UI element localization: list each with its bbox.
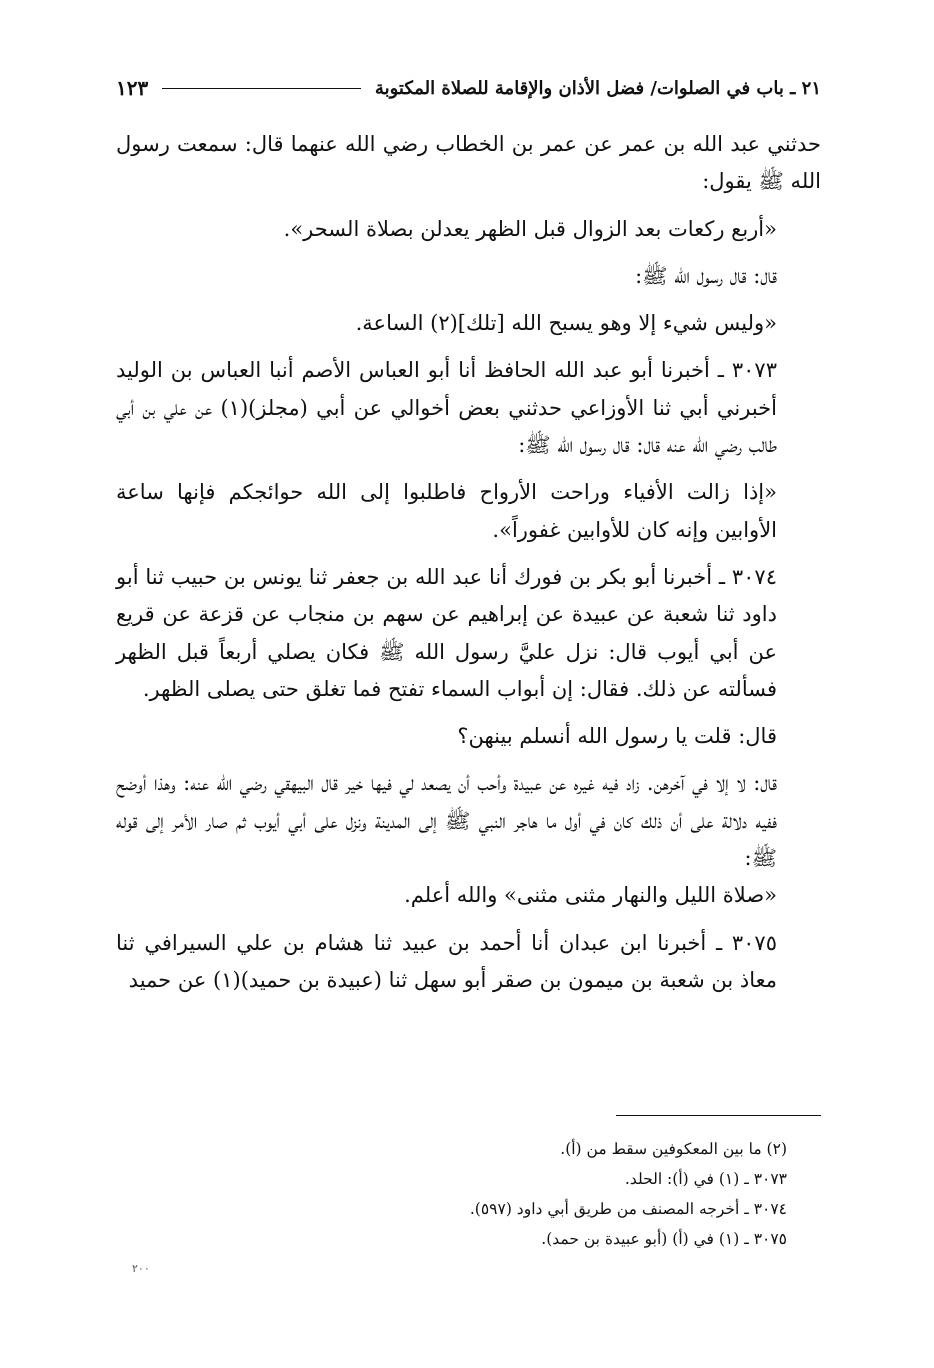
book-page: [116, 58, 821, 1318]
hadith-quote: «أربع ركعات بعد الزوال قبل الظهر يعدلن بصلاة السحر».: [283, 216, 777, 241]
chapter-title: ٢١ ـ باب في الصلوات/ فضل الأذان والإقامة للصلاة المكتوبة: [374, 77, 821, 99]
running-header: [116, 70, 821, 106]
footnote: ٣٠٧٥ ـ (١) في (أ) (أبو عبيدة بن حمد).: [541, 1230, 787, 1248]
footnote-divider: [616, 1115, 821, 1116]
hadith-3075: ٣٠٧٥ ـ أخبرنا ابن عبدان أنا أحمد بن عبيد ثنا هشام بن علي السيرافي ثنا معاذ بن شعبة بن ميمون بن صقر أبو سهل ثنا (عبيدة بن حميد)(١) عن حميد: [116, 930, 777, 992]
hadith-3073: ٣٠٧٣ ـ أخبرنا أبو عبد الله الحافظ أنا أبو العباس الأصم أنبا العباس بن الوليد أخبرني أبي ثنا الأوزاعي حدثني بعض أخوالي عن أبي (مجلز)(١) عن علي بن أبي طالب رضي الله عنه قال: قال رسول الله ﷺ:: [116, 358, 777, 458]
header-rule: [162, 88, 361, 89]
main-text: [116, 126, 821, 999]
hadith-quote: «وليس شيء إلا وهو يسبح الله [تلك](٢) الساعة.: [355, 311, 777, 336]
page-mark: ٢٠٠: [132, 1262, 150, 1275]
paragraph: قال: قال رسول الله ﷺ:: [635, 263, 777, 288]
paragraph: قال: لا إلا في آخرهن. زاد فيه غيره عن عبيدة وأحب أن يصعد لي فيها خير قال البيهقي رضي الله عنه: وهذا أوضح ففيه دلالة على أن ذلك كان في أول ما هاجر النبي ﷺ إلى المدينة ونزل على أبي أيوب ثم صار الأمر إلى قوله ﷺ:: [116, 771, 777, 871]
footnote: (٢) ما بين المعكوفين سقط من (أ).: [560, 1140, 787, 1158]
footnote: ٣٠٧٤ ـ أخرجه المصنف من طريق أبي داود (٥٩٧).: [469, 1200, 787, 1218]
hadith-3074: ٣٠٧٤ ـ أخبرنا أبو بكر بن فورك أنا عبد الله بن جعفر ثنا يونس بن حبيب ثنا أبو داود ثنا شعبة عن عبيدة عن إبراهيم عن سهم بن منجاب عن قزعة عن قريع عن أبي أيوب قال: نزل عليَّ رسول الله ﷺ فكان يصلي أربعاً قبل الظهر فسألته عن ذلك. فقال: إن أبواب السماء تفتح فما تغلق حتى يصلى الظهر.: [116, 564, 777, 701]
paragraph: حدثني عبد الله بن عمر عن عمر بن الخطاب رضي الله عنهما قال: سمعت رسول الله ﷺ يقول:: [116, 132, 821, 194]
paragraph: قال: قلت يا رسول الله أنسلم بينهن؟: [457, 724, 777, 749]
page-number: ١٢٣: [116, 76, 149, 100]
hadith-quote: «إذا زالت الأفياء وراحت الأرواح فاطلبوا إلى الله حوائجكم فإنها ساعة الأوابين وإنه كان للأوابين غفوراً».: [116, 480, 777, 542]
footnotes: [116, 1134, 787, 1254]
hadith-quote: «صلاة الليل والنهار مثنى مثنى» والله أعلم.: [404, 883, 777, 908]
footnote: ٣٠٧٣ ـ (١) في (أ): الحلد.: [624, 1170, 787, 1188]
